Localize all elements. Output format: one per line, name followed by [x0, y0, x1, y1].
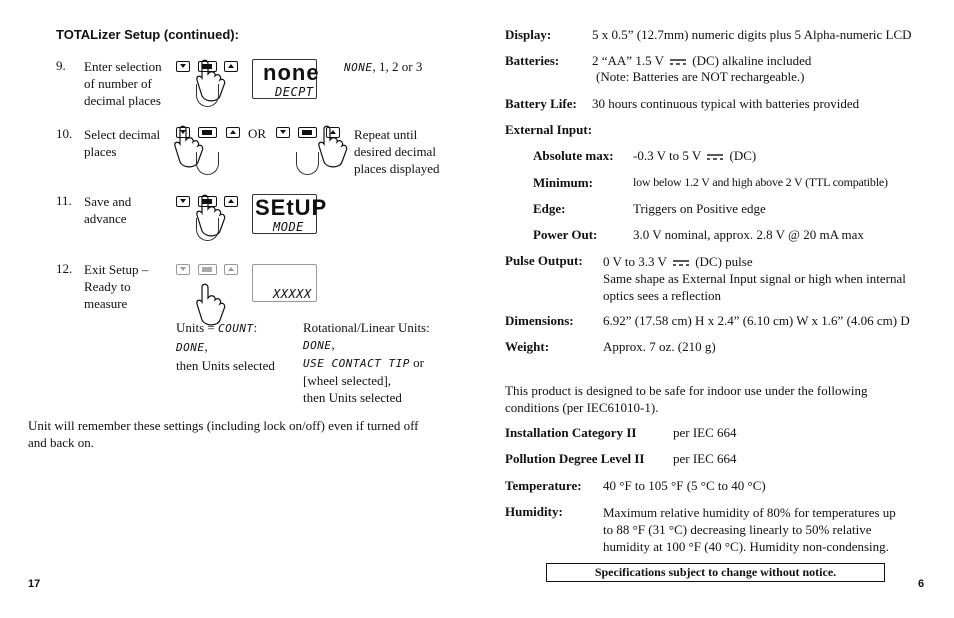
- step-number: 9.: [56, 58, 66, 73]
- pressing-finger-icon: [316, 124, 354, 174]
- spec-label: Dimensions:: [505, 313, 574, 328]
- safety-paragraph: This product is designed to be safe for indoor use under the following conditions (per IEC61010-1).: [505, 383, 868, 415]
- button-outline: [196, 152, 219, 175]
- down-button-icon: [176, 264, 190, 275]
- spec-label: Humidity:: [505, 504, 563, 519]
- dc-symbol-icon: [669, 58, 687, 66]
- step-number: 10.: [56, 126, 73, 141]
- button-outline: [196, 218, 219, 241]
- spec-note: (Note: Batteries are NOT rechargeable.): [596, 69, 805, 84]
- button-outline: [196, 84, 219, 107]
- spec-label: Pollution Degree Level II: [505, 451, 645, 466]
- spec-label: Display:: [505, 27, 552, 42]
- footer-notice: Specifications subject to change without notice.: [546, 563, 885, 582]
- spec-label: Absolute max:: [533, 148, 614, 163]
- spec-label: Weight:: [505, 339, 550, 354]
- lcd-sub-text: MODE: [273, 220, 304, 234]
- spec-value: 0 V to 3.3 V (DC) pulse Same shape as External Input signal or high when internal optics sees a reflection: [603, 254, 906, 303]
- spec-label: Battery Life:: [505, 96, 577, 111]
- step-description: Exit Setup – Ready to measure: [84, 262, 149, 311]
- spec-label: Temperature:: [505, 478, 582, 493]
- down-button-icon: [176, 196, 190, 207]
- step-10-note: Repeat until desired decimal places displayed: [354, 127, 440, 176]
- spec-value: Maximum relative humidity of 80% for temperatures up to 88 °F (31 °C) decreasing linearly to 50% relative humidity at 100 °F (40 °C). Humidity non-condensing.: [603, 505, 896, 554]
- page-number-left: 17: [28, 578, 41, 590]
- dc-symbol-icon: [672, 259, 690, 267]
- spec-label: Edge:: [533, 201, 566, 216]
- lcd-main-text: none: [263, 60, 320, 85]
- or-label: OR: [248, 126, 267, 141]
- spec-value: 3.0 V nominal, approx. 2.8 V @ 20 mA max: [633, 227, 864, 242]
- units-count-note: Units = COUNT: DONE, then Units selected: [176, 320, 275, 373]
- spec-value: per IEC 664: [673, 425, 737, 440]
- section-heading: TOTALizer Setup (continued):: [56, 27, 239, 42]
- spec-value: Approx. 7 oz. (210 g): [603, 339, 716, 354]
- mode-button-icon: [298, 127, 317, 138]
- step-description: Select decimal places: [84, 127, 161, 159]
- spec-value: Triggers on Positive edge: [633, 201, 766, 216]
- spec-value: -0.3 V to 5 V (DC): [633, 148, 757, 163]
- spec-value: per IEC 664: [673, 451, 737, 466]
- spec-label: Installation Category II: [505, 425, 637, 440]
- down-button-icon: [276, 127, 290, 138]
- mode-button-icon: [198, 264, 217, 275]
- spec-label: External Input:: [505, 122, 593, 137]
- lcd-main-text: SEtUP: [255, 195, 328, 220]
- spec-value: 6.92” (17.58 cm) H x 2.4” (6.10 cm) W x 1.6” (4.06 cm) D: [603, 313, 910, 328]
- step-number: 12.: [56, 261, 73, 276]
- spec-label: Power Out:: [533, 227, 598, 242]
- lcd-display: [252, 194, 328, 234]
- dc-symbol-icon: [706, 153, 724, 161]
- page-number-right: 6: [918, 578, 925, 590]
- button-outline: [296, 152, 319, 175]
- lcd-display: [252, 264, 317, 302]
- up-button-icon: [224, 264, 238, 275]
- lcd-display: [252, 59, 320, 99]
- lcd-value-text: XXXXX: [273, 287, 312, 301]
- spec-label: Minimum:: [533, 175, 593, 190]
- spec-label: Batteries:: [505, 53, 560, 68]
- spec-value: low below 1.2 V and high above 2 V (TTL compatible): [633, 175, 888, 189]
- lcd-sub-text: DECPT: [275, 85, 314, 99]
- step-9-options: NONE, 1, 2 or 3: [344, 59, 423, 74]
- step-description: Save and advance: [84, 194, 132, 226]
- up-button-icon: [226, 127, 240, 138]
- units-rotational-note: Rotational/Linear Units: DONE, USE CONTACT TIP or [wheel selected], then Units selected: [303, 320, 430, 405]
- step-description: Enter selection of number of decimal places: [84, 59, 162, 108]
- spec-value: 5 x 0.5” (12.7mm) numeric digits plus 5 Alpha-numeric LCD: [592, 27, 912, 42]
- step-number: 11.: [56, 193, 72, 208]
- spec-value: 40 °F to 105 °F (5 °C to 40 °C): [603, 478, 766, 493]
- spec-label: Pulse Output:: [505, 253, 583, 268]
- down-button-icon: [176, 61, 190, 72]
- spec-value: 30 hours continuous typical with batteries provided: [592, 96, 860, 111]
- spec-value: 2 “AA” 1.5 V (DC) alkaline included: [592, 53, 812, 68]
- memory-note: Unit will remember these settings (including lock on/off) even if turned off and back on.: [28, 418, 419, 450]
